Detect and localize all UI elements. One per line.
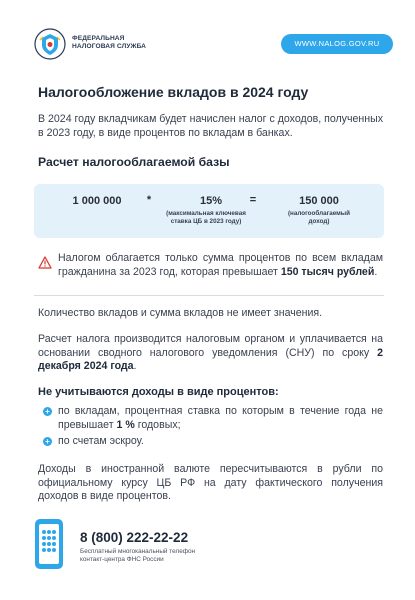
warning-text: Налогом облагается только сумма процентов по всем вкладам гражданина за 2023 год, которая превышает 150 тысяч рублей. xyxy=(58,252,383,278)
page-title: Налогообложение вкладов в 2024 году xyxy=(38,84,309,100)
exclusion-item: по вкладам, процентная ставка по которым в течение года не превышает 1 % годовых; xyxy=(58,405,383,431)
phone-icon xyxy=(34,518,64,570)
calc-rate-note: (максимальная ключевая ставка ЦБ в 2023 году) xyxy=(166,210,246,225)
calc-result-note: (налогооблагаемый доход) xyxy=(287,210,351,225)
plus-bullet-icon: + xyxy=(43,407,52,416)
fns-emblem-icon xyxy=(34,28,66,60)
hotline-phone[interactable]: 8 (800) 222-22-22 xyxy=(80,530,189,545)
divider xyxy=(34,295,384,296)
intro-paragraph: В 2024 году вкладчикам будет начислен налог с доходов, полученных в 2023 году, в виде процентов по вкладам в банках. xyxy=(38,113,383,139)
count-paragraph: Количество вкладов и сумма вкладов не имеет значения. xyxy=(38,307,323,319)
exclusion-item: по счетам эскроу. xyxy=(58,435,144,447)
exclusions-heading: Не учитываются доходы в виде процентов: xyxy=(38,386,279,398)
calc-rate: 15% xyxy=(199,195,223,207)
calc-multiply-sign: * xyxy=(146,194,152,206)
plus-bullet-icon: + xyxy=(43,437,52,446)
currency-paragraph: Доходы в иностранной валюте пересчитываются в рубли по официальному курсу ЦБ РФ на дату фактического получения доходов в виде процентов. xyxy=(38,463,383,502)
calculation-box xyxy=(34,184,384,238)
org-name: ФЕДЕРАЛЬНАЯ НАЛОГОВАЯ СЛУЖБА xyxy=(72,35,147,50)
calc-procedure-paragraph: Расчет налога производится налоговым органом и уплачивается на основании сводного налогового уведомления (СНУ) по сроку 2 декабря 2024 года. xyxy=(38,333,383,372)
website-link-button[interactable]: WWW.NALOG.GOV.RU xyxy=(281,34,393,54)
warning-icon xyxy=(38,256,52,269)
calc-heading: Расчет налогооблагаемой базы xyxy=(38,155,230,169)
calc-result: 150 000 xyxy=(299,195,339,207)
calc-amount: 1 000 000 xyxy=(72,195,122,207)
calc-equals-sign: = xyxy=(249,194,257,206)
hotline-note: Бесплатный многоканальный телефон контакт-центра ФНС России xyxy=(80,548,196,563)
header xyxy=(0,0,415,66)
